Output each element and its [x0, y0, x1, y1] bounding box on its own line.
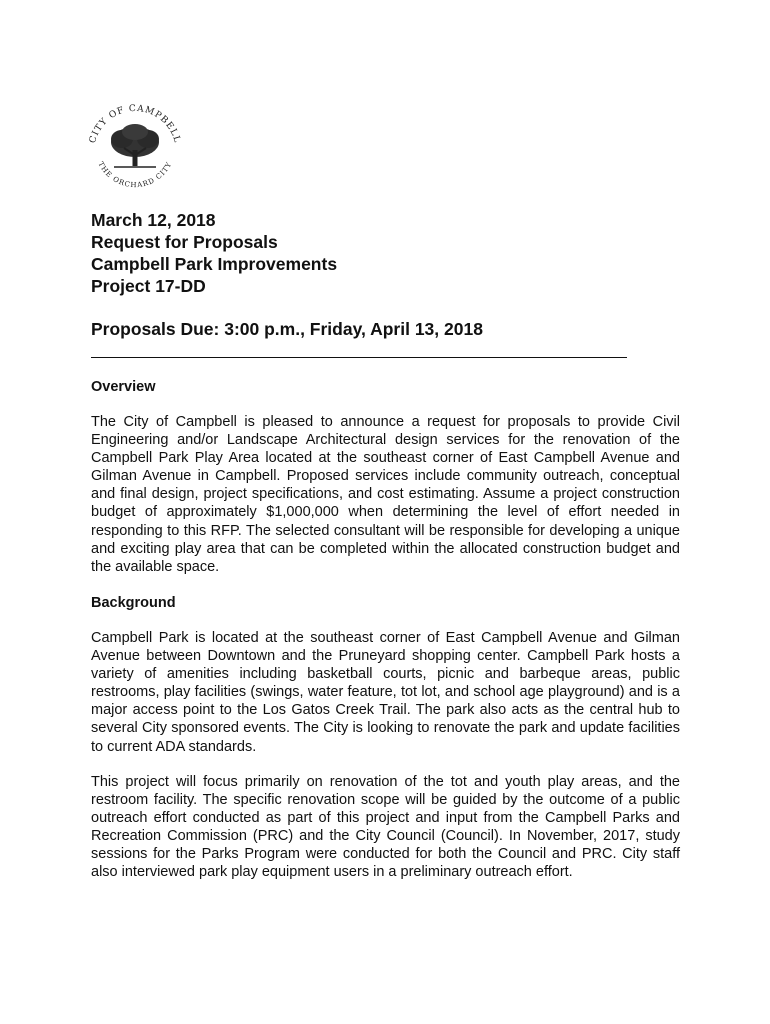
project-number: Project 17-DD [91, 276, 206, 296]
document-type: Request for Proposals [91, 232, 278, 252]
divider-line [91, 357, 627, 358]
overview-heading: Overview [91, 379, 156, 395]
background-paragraph-2: This project will focus primarily on renovation of the tot and youth play areas, and the restroom facility. The specific renovation scope will be guided by the outcome of a public outreach effort conducted as part of this project and input from the Campbell Parks and Recreation Commission (PRC) and the City Council (Council). In November, 2017, study sessions for the Parks Program were conducted for both the Council and PRC. City staff also interviewed park play equipment users in a preliminary outreach effort. [91, 774, 680, 881]
seal-top-text: CITY OF CAMPBELL [88, 103, 182, 145]
oak-tree-icon [111, 124, 159, 167]
proposals-due: Proposals Due: 3:00 p.m., Friday, April 13, 2018 [91, 319, 483, 339]
background-paragraph-1: Campbell Park is located at the southeast corner of East Campbell Avenue and Gilman Avenue between Downtown and the Pruneyard shopping center. Campbell Park hosts a variety of amenities including basketball courts, picnic and barbeque areas, public restrooms, play facilities (swings, water feature, tot lot, and school age playground) and is a major access point to the Los Gatos Creek Trail. The park also acts as the central hub to several City sponsored events. The City is looking to renovate the park and update facilities to current ADA standards. [91, 630, 680, 755]
city-seal-logo [80, 94, 190, 204]
project-name: Campbell Park Improvements [91, 254, 338, 274]
background-heading: Background [91, 595, 176, 611]
overview-paragraph: The City of Campbell is pleased to announce a request for proposals to provide Civil Engineering and/or Landscape Architectural design services for the renovation of the Campbell Park Play Area located at the southeast corner of East Campbell Avenue and Gilman Avenue in Campbell. Proposed services include community outreach, conceptual and final design, project specifications, and cost estimating. Assume a project construction budget of approximately $1,000,000 when determining the level of effort needed in responding to this RFP. The selected consultant will be responsible for developing a unique and exciting play area that can be completed within the allocated construction budget and the available space. [91, 414, 680, 575]
rfp-header [91, 209, 691, 297]
date: March 12, 2018 [91, 210, 216, 230]
seal-bottom-text: THE ORCHARD CITY [96, 160, 174, 190]
